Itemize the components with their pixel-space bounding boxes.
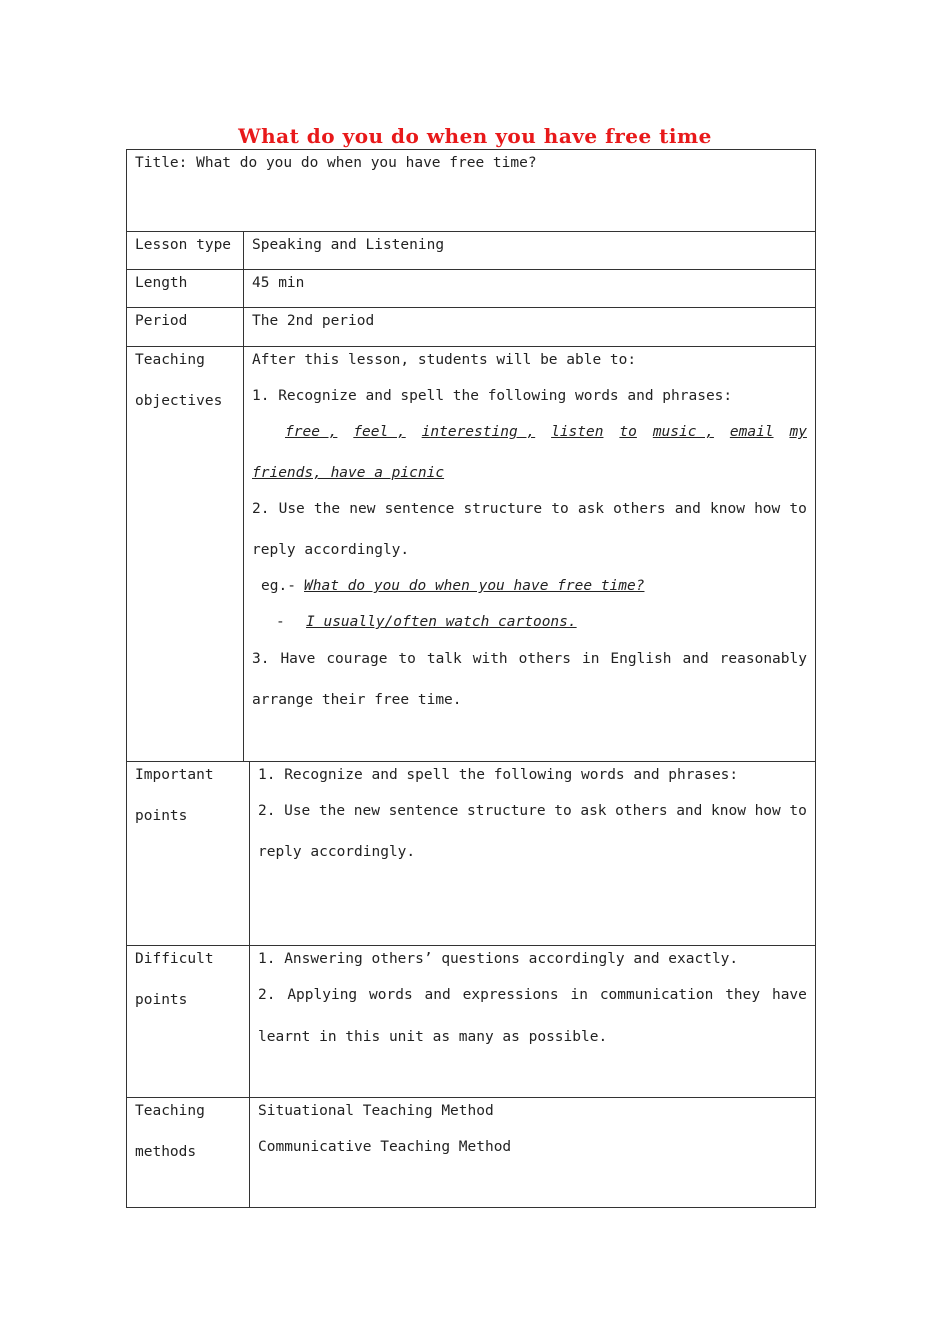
word: to [789,803,807,819]
example-answer: I usually/often watch cartoons. [306,614,577,630]
methods-label-line2: methods [135,1144,197,1160]
word: Use [284,803,311,819]
word: how [754,501,781,517]
methods-item1: Situational Teaching Method [258,1103,494,1119]
row-divider [126,231,816,232]
important-label-line2: points [135,808,188,824]
objectives-word-list-cont: friends, have a picnic [252,465,445,481]
objectives-label-line2: objectives [135,393,223,409]
word: with [472,651,508,667]
methods-item2: Communicative Teaching Method [258,1139,512,1155]
word: sentence [384,501,455,517]
important-item1: 1. Recognize and spell the following words and phrases: [258,767,739,783]
row-divider [126,761,816,762]
word: and [674,501,701,517]
objectives-item2-cont: reply accordingly. [252,542,410,558]
vocab-word: my [789,424,807,440]
word: others [518,651,572,667]
word: in [581,651,600,667]
difficult-item2-cont: learnt in this unit as many as possible. [258,1029,608,1045]
row-divider [126,269,816,270]
word: ask [580,803,607,819]
word: Applying [287,987,358,1003]
word: new [353,803,380,819]
methods-label-line1: Teaching [135,1103,205,1119]
objectives-word-list [285,423,807,441]
word: know [711,803,746,819]
word: the [313,501,341,517]
word: to [398,651,416,667]
row-divider [126,346,816,347]
column-divider [249,761,250,1208]
example-dash: - [276,614,285,630]
row-divider [126,1097,816,1098]
length-value: 45 min [252,275,305,291]
word: reasonably [719,651,807,667]
important-item2-cont: reply accordingly. [258,844,416,860]
word: structure [467,803,546,819]
word: and [424,987,451,1003]
word: communication [599,987,714,1003]
example-prefix: eg.- [261,578,296,594]
vocab-word: free , [285,424,338,440]
word: English [610,651,672,667]
word: and [682,651,709,667]
word: ask [577,501,605,517]
vocab-word: interesting , [421,424,536,440]
column-divider [243,231,244,761]
word: courage [326,651,388,667]
objectives-item3 [252,650,807,668]
difficult-item2 [258,986,807,1004]
word: have [771,987,807,1003]
vocab-word: to [619,424,637,440]
row-divider [126,307,816,308]
word: they [725,987,761,1003]
period-value: The 2nd period [252,313,375,329]
word: expressions [462,987,559,1003]
word: 2. [252,501,270,517]
word: know [710,501,745,517]
lesson-type-value: Speaking and Listening [252,237,445,253]
word: talk [426,651,462,667]
word: 2. [258,987,276,1003]
vocab-word: music , [652,424,714,440]
important-label-line1: Important [135,767,214,783]
word: structure [463,501,543,517]
word: Have [280,651,316,667]
difficult-item1: 1. Answering others’ questions accordingly and exactly. [258,951,739,967]
title-row-text: Title: What do you do when you have free time? [135,155,537,171]
important-item2 [258,802,807,820]
difficult-label-line2: points [135,992,188,1008]
row-divider [126,945,816,946]
document-title: What do you do when you have free time [238,124,712,148]
word: new [349,501,376,517]
word: the [318,803,346,819]
word: to [551,501,569,517]
example-question: What do you do when you have free time? [304,578,645,594]
word: 2. [258,803,276,819]
word: to [789,501,807,517]
word: 3. [252,651,270,667]
word: words [369,987,413,1003]
objectives-item1: 1. Recognize and spell the following words and phrases: [252,388,733,404]
difficult-label-line1: Difficult [135,951,214,967]
word: sentence [388,803,459,819]
word: others [613,501,666,517]
vocab-word: email [729,424,774,440]
lesson-type-label: Lesson type [135,237,232,253]
objectives-intro: After this lesson, students will be able to: [252,352,637,368]
word: and [676,803,703,819]
word: how [754,803,781,819]
word: others [615,803,668,819]
vocab-word: listen [551,424,604,440]
period-label: Period [135,313,188,329]
word: in [570,987,588,1003]
objectives-item2 [252,500,807,518]
word: to [554,803,572,819]
word: Use [278,501,305,517]
objectives-item3-cont: arrange their free time. [252,692,462,708]
vocab-word: feel , [353,424,406,440]
length-label: Length [135,275,188,291]
objectives-label-line1: Teaching [135,352,205,368]
